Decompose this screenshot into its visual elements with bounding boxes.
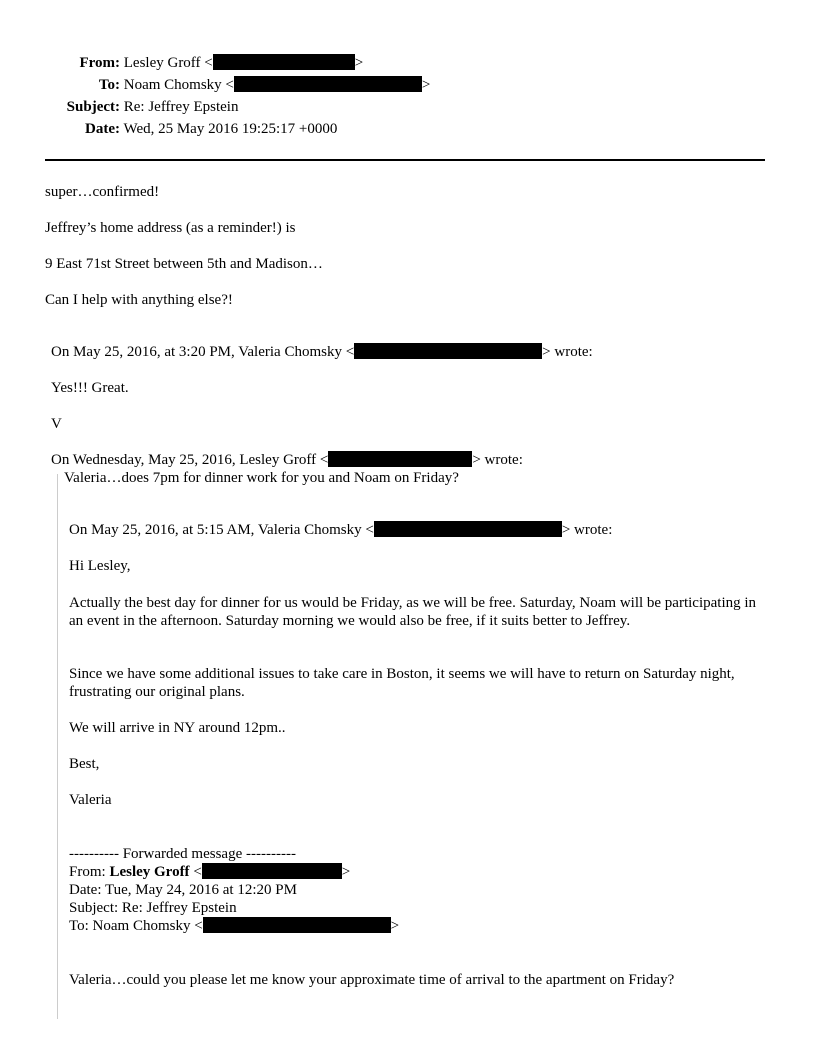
redaction-block bbox=[328, 451, 472, 467]
redaction-block bbox=[202, 863, 342, 879]
date-value: Wed, 25 May 2016 19:25:17 +0000 bbox=[123, 121, 338, 137]
forward-message: Valeria…could you please let me know your approximate time of arrival to the apartment on Friday? bbox=[69, 972, 675, 988]
body-line: 9 East 71st Street between 5th and Madison… bbox=[45, 256, 323, 272]
body-line: Can I help with anything else?! bbox=[45, 292, 233, 308]
reply-intro-text: On Wednesday, May 25, 2016, Lesley Groff < bbox=[51, 452, 329, 468]
quote-bar bbox=[57, 474, 58, 1019]
forward-separator: ---------- Forwarded message ---------- bbox=[69, 846, 296, 862]
redaction-block bbox=[213, 54, 355, 70]
forward-to bbox=[69, 917, 399, 935]
header-date bbox=[0, 120, 337, 138]
reply-paragraph: Since we have some additional issues to take care in Boston, it seems we will have to return on Saturday night, frustrating our original plans. bbox=[69, 666, 735, 700]
from-value: Lesley Groff < bbox=[123, 55, 213, 71]
body-line: super…confirmed! bbox=[45, 184, 160, 200]
reply-intro-text: On May 25, 2016, at 5:15 AM, Valeria Chomsky < bbox=[69, 522, 374, 538]
header-divider bbox=[45, 159, 765, 161]
redaction-block bbox=[354, 343, 542, 359]
forward-from-name: Lesley Groff bbox=[109, 864, 190, 880]
forward-to-close: > bbox=[390, 918, 400, 934]
header-to bbox=[0, 76, 430, 94]
reply-line: Valeria bbox=[69, 792, 112, 808]
forward-from-close: > bbox=[341, 864, 351, 880]
header-from bbox=[0, 54, 363, 72]
forward-to-text: To: Noam Chomsky < bbox=[69, 918, 203, 934]
reply-intro-wrote: > wrote: bbox=[472, 452, 523, 468]
reply-line: We will arrive in NY around 12pm.. bbox=[69, 720, 286, 736]
forward-date: Date: Tue, May 24, 2016 at 12:20 PM bbox=[69, 882, 297, 898]
header-subject bbox=[0, 98, 238, 116]
reply-line: Best, bbox=[69, 756, 100, 772]
subject-value: Re: Jeffrey Epstein bbox=[123, 99, 239, 115]
forward-subject: Subject: Re: Jeffrey Epstein bbox=[69, 900, 237, 916]
redaction-block bbox=[234, 76, 422, 92]
redaction-block bbox=[374, 521, 562, 537]
from-label: From: bbox=[79, 55, 120, 71]
date-label: Date: bbox=[85, 121, 120, 137]
reply-line: Yes!!! Great. bbox=[51, 380, 129, 396]
reply-line: V bbox=[51, 416, 62, 432]
reply-line: Valeria…does 7pm for dinner work for you and Noam on Friday? bbox=[64, 470, 459, 486]
reply-line: Hi Lesley, bbox=[69, 558, 131, 574]
redaction-block bbox=[203, 917, 391, 933]
reply-intro bbox=[51, 451, 523, 469]
forward-from-open: < bbox=[189, 864, 202, 880]
reply-intro bbox=[69, 521, 612, 539]
forward-from-label: From: bbox=[69, 864, 110, 880]
reply-paragraph: Actually the best day for dinner for us would be Friday, as we will be free. Saturday, Noam will be participating in an event in the afternoon. Saturday morning we would also be free, if it suits better to Jeffrey. bbox=[69, 595, 757, 629]
reply-intro bbox=[51, 343, 593, 361]
to-value: Noam Chomsky < bbox=[123, 77, 234, 93]
to-label: To: bbox=[98, 77, 120, 93]
reply-intro-wrote: > wrote: bbox=[542, 344, 593, 360]
reply-intro-text: On May 25, 2016, at 3:20 PM, Valeria Chomsky < bbox=[51, 344, 355, 360]
subject-label: Subject: bbox=[66, 99, 120, 115]
from-close: > bbox=[354, 55, 364, 71]
body-line: Jeffrey’s home address (as a reminder!) is bbox=[45, 220, 296, 236]
to-close: > bbox=[421, 77, 431, 93]
forward-from bbox=[69, 863, 350, 881]
reply-intro-wrote: > wrote: bbox=[561, 522, 613, 538]
